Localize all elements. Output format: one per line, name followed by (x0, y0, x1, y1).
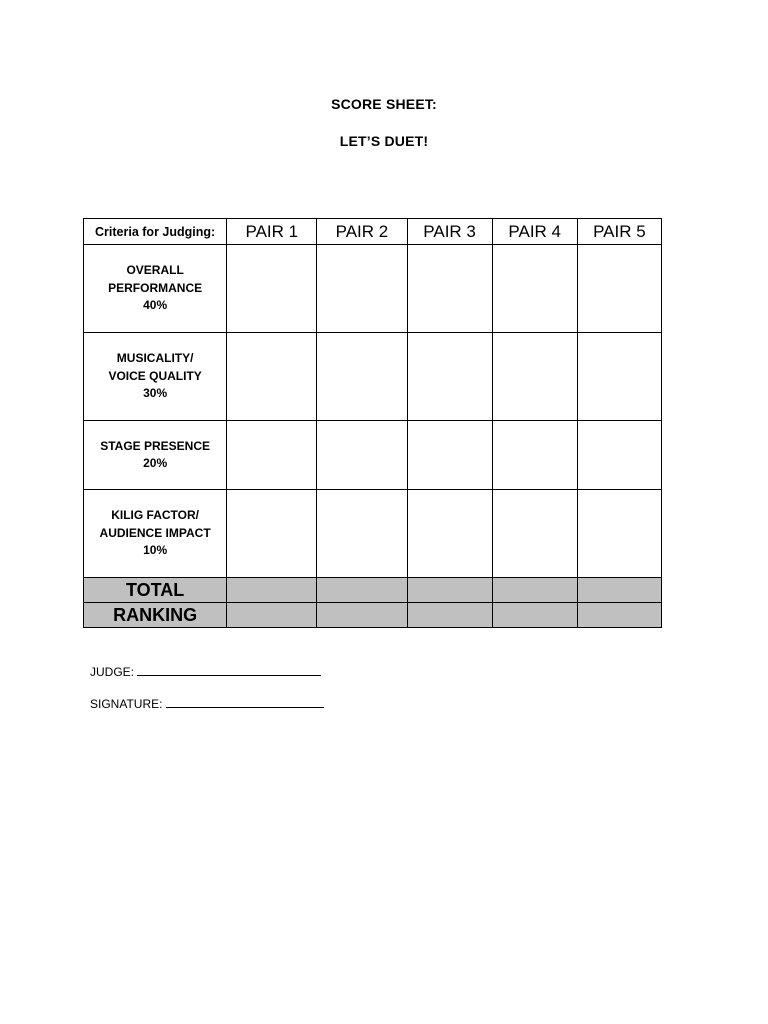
sheet-title: SCORE SHEET: (331, 96, 437, 112)
criterion-weight: 20% (143, 456, 168, 470)
pair-1-header: PAIR 1 (227, 219, 317, 245)
total-cell[interactable] (407, 578, 492, 603)
ranking-cell[interactable] (227, 603, 317, 628)
score-cell[interactable] (577, 421, 661, 490)
criterion-weight: 40% (143, 298, 168, 313)
criterion-line: PERFORMANCE (108, 280, 203, 295)
criterion-line: AUDIENCE IMPACT (99, 525, 211, 540)
pair-2-header: PAIR 2 (317, 219, 407, 245)
pair-3-header: PAIR 3 (407, 219, 492, 245)
signature-label: SIGNATURE: (90, 697, 163, 711)
score-cell[interactable] (492, 490, 577, 578)
score-cell[interactable] (227, 421, 317, 490)
score-cell[interactable] (317, 245, 407, 333)
criterion-line: KILIG FACTOR/ (111, 508, 199, 523)
score-cell[interactable] (407, 490, 492, 578)
score-cell[interactable] (227, 333, 317, 421)
score-cell[interactable] (577, 333, 661, 421)
total-cell[interactable] (317, 578, 407, 603)
score-table (83, 218, 662, 628)
table-header-row (84, 219, 662, 245)
criterion-overall-performance (84, 245, 227, 333)
criterion-line: OVERALL (126, 263, 184, 278)
criterion-line: MUSICALITY/ (116, 351, 194, 366)
score-cell[interactable] (407, 421, 492, 490)
score-cell[interactable] (577, 490, 661, 578)
sheet-subtitle: LET’S DUET! (339, 133, 429, 149)
ranking-row (84, 603, 662, 628)
criterion-weight: 30% (143, 386, 168, 401)
criterion-line: STAGE PRESENCE (100, 438, 211, 453)
table-row (84, 333, 662, 421)
total-row (84, 578, 662, 603)
criterion-line: VOICE QUALITY (108, 368, 202, 383)
criterion-stage-presence (84, 421, 227, 490)
criteria-header: Criteria for Judging: (84, 219, 227, 245)
total-cell[interactable] (577, 578, 661, 603)
pair-4-header: PAIR 4 (492, 219, 577, 245)
ranking-cell[interactable] (492, 603, 577, 628)
score-cell[interactable] (407, 245, 492, 333)
score-cell[interactable] (407, 333, 492, 421)
score-cell[interactable] (577, 245, 661, 333)
table-row (84, 490, 662, 578)
judge-line (90, 664, 321, 679)
total-cell[interactable] (492, 578, 577, 603)
total-label: TOTAL (84, 578, 227, 603)
score-cell[interactable] (492, 421, 577, 490)
criterion-weight: 10% (143, 543, 168, 558)
signature-line (90, 696, 324, 711)
criterion-kilig-factor (84, 490, 227, 578)
total-cell[interactable] (227, 578, 317, 603)
score-cell[interactable] (227, 490, 317, 578)
table-row (84, 421, 662, 490)
score-cell[interactable] (317, 421, 407, 490)
pair-5-header: PAIR 5 (577, 219, 661, 245)
ranking-cell[interactable] (407, 603, 492, 628)
judge-blank[interactable] (137, 664, 321, 676)
criterion-musicality (84, 333, 227, 421)
score-cell[interactable] (492, 333, 577, 421)
ranking-cell[interactable] (317, 603, 407, 628)
table-row (84, 245, 662, 333)
judge-label: JUDGE: (90, 665, 135, 679)
signature-blank[interactable] (166, 696, 324, 708)
score-cell[interactable] (317, 333, 407, 421)
ranking-label: RANKING (84, 603, 227, 628)
score-cell[interactable] (492, 245, 577, 333)
ranking-cell[interactable] (577, 603, 661, 628)
score-cell[interactable] (227, 245, 317, 333)
score-cell[interactable] (317, 490, 407, 578)
